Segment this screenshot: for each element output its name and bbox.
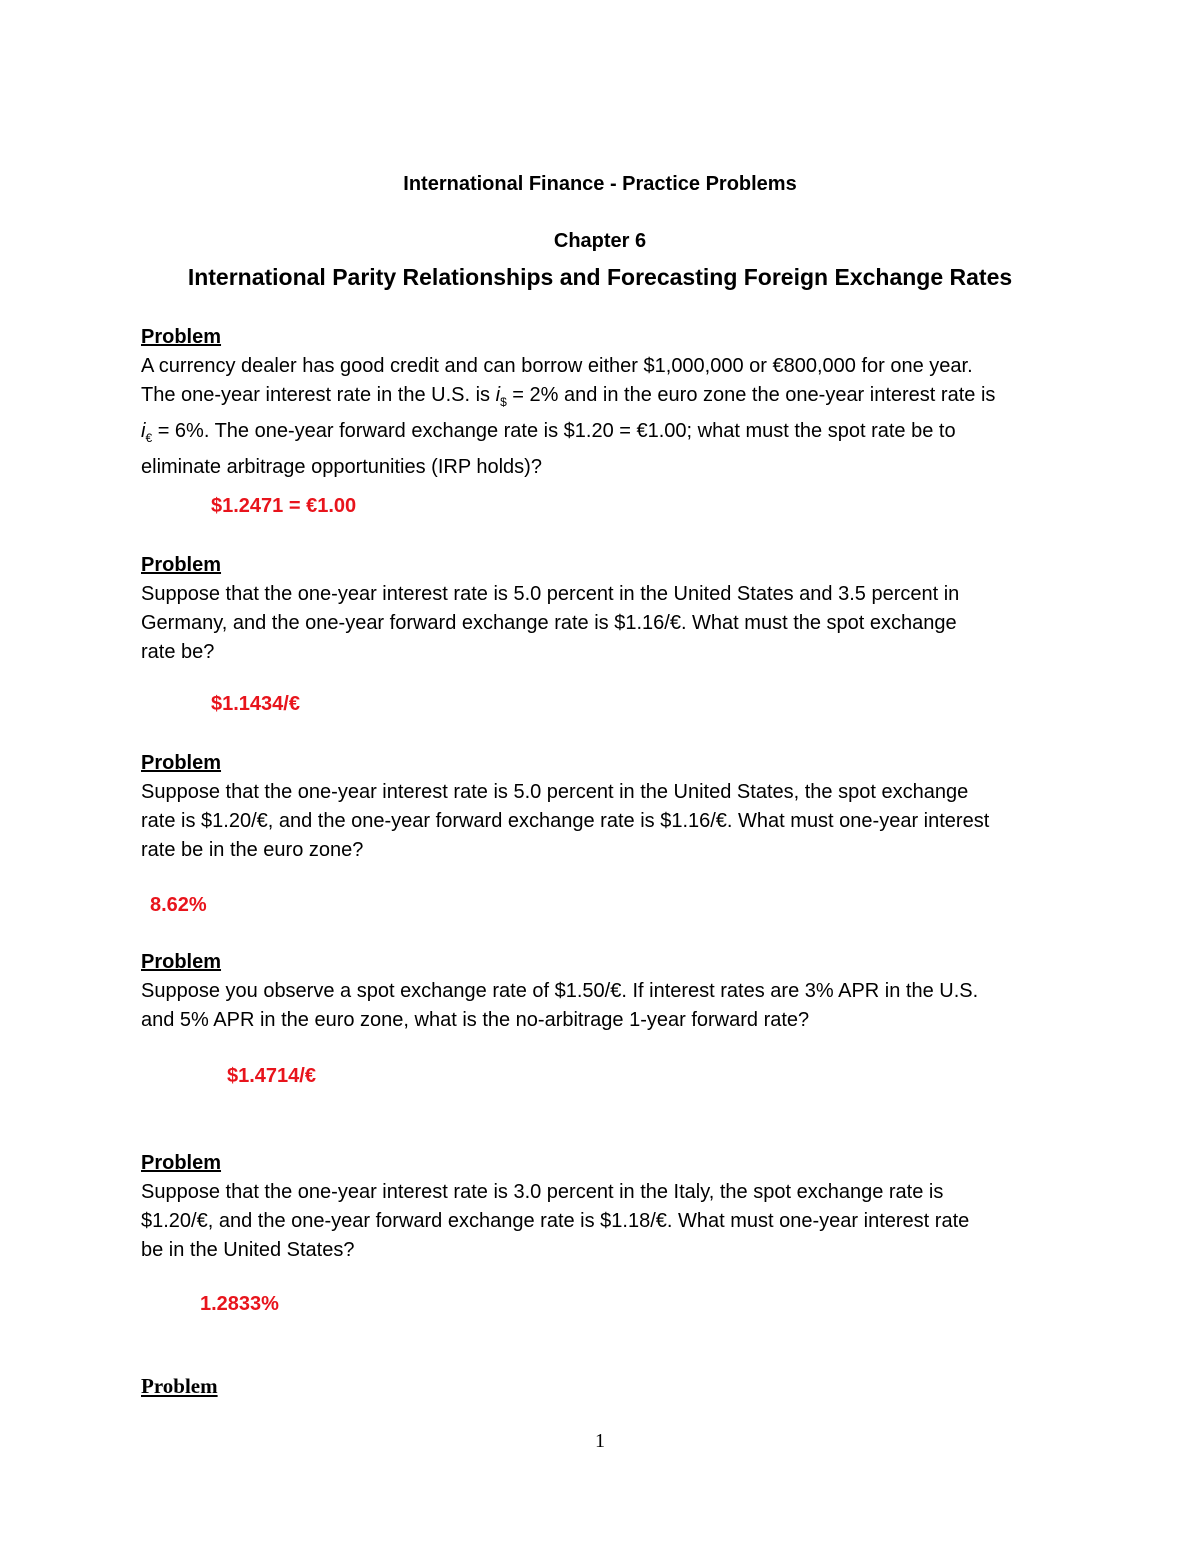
problem-text: Suppose you observe a spot exchange rate of $1.50/€. If interest rates are 3% APR in the U.S. and 5% APR in the euro zone, what is the no-arbitrage 1-year forward rate? [141, 980, 979, 1031]
problem-label: Problem [141, 951, 222, 973]
problem-block-5 [141, 1149, 1081, 1265]
problem-label: Problem [141, 326, 222, 348]
problem-label: Problem [141, 554, 222, 576]
answer-4: $1.4714/€ [227, 1065, 316, 1087]
problem-text-part: = 6%. The one-year forward exchange rate is $1.20 = €1.00; what must the spot rate be to eliminate arbitrage opportunities (IRP holds)? [141, 420, 956, 478]
problem-text-part: A currency dealer has good credit and can borrow either $1,000,000 or €800,000 for one year. The one-year interest rate in the U.S. is [141, 355, 973, 406]
problem-label: Problem [141, 1152, 222, 1174]
answer-3: 8.62% [150, 894, 207, 916]
dollar-subscript: $ [500, 395, 507, 409]
chapter-heading: International Parity Relationships and Forecasting Foreign Exchange Rates [187, 264, 1013, 290]
problem-text [141, 352, 1081, 482]
interest-rate-symbol: i [141, 420, 146, 442]
answer-2: $1.1434/€ [211, 693, 300, 715]
page-number: 1 [595, 1430, 605, 1452]
problem-text-part: = 2% and in the euro zone the one-year interest rate is [512, 384, 996, 406]
problem-text: Suppose that the one-year interest rate is 5.0 percent in the United States, the spot exchange rate is $1.20/€, and the one-year forward exchange rate is $1.16/€. What must one-year interest rate be in the euro zone? [141, 781, 990, 861]
problem-block-1 [141, 323, 1081, 482]
problem-block-2 [141, 551, 1081, 667]
problem-block-4 [141, 948, 1081, 1035]
euro-subscript: € [145, 431, 153, 445]
answer-1: $1.2471 = €1.00 [211, 495, 357, 517]
problem-block-3 [141, 749, 1081, 865]
problem-label: Problem [141, 752, 222, 774]
problem-text: Suppose that the one-year interest rate is 5.0 percent in the United States and 3.5 percent in Germany, and the one-year forward exchange rate is $1.16/€. What must the spot exchange rate be? [141, 583, 960, 663]
problem-label: Problem [141, 1374, 218, 1398]
document-title: International Finance - Practice Problems [403, 173, 797, 195]
answer-5: 1.2833% [200, 1293, 279, 1315]
interest-rate-symbol: i [495, 384, 501, 406]
problem-text: Suppose that the one-year interest rate is 3.0 percent in the Italy, the spot exchange rate is $1.20/€, and the one-year forward exchange rate is $1.18/€. What must one-year interest rate be in the United States? [141, 1181, 970, 1261]
chapter-label: Chapter 6 [553, 230, 647, 252]
